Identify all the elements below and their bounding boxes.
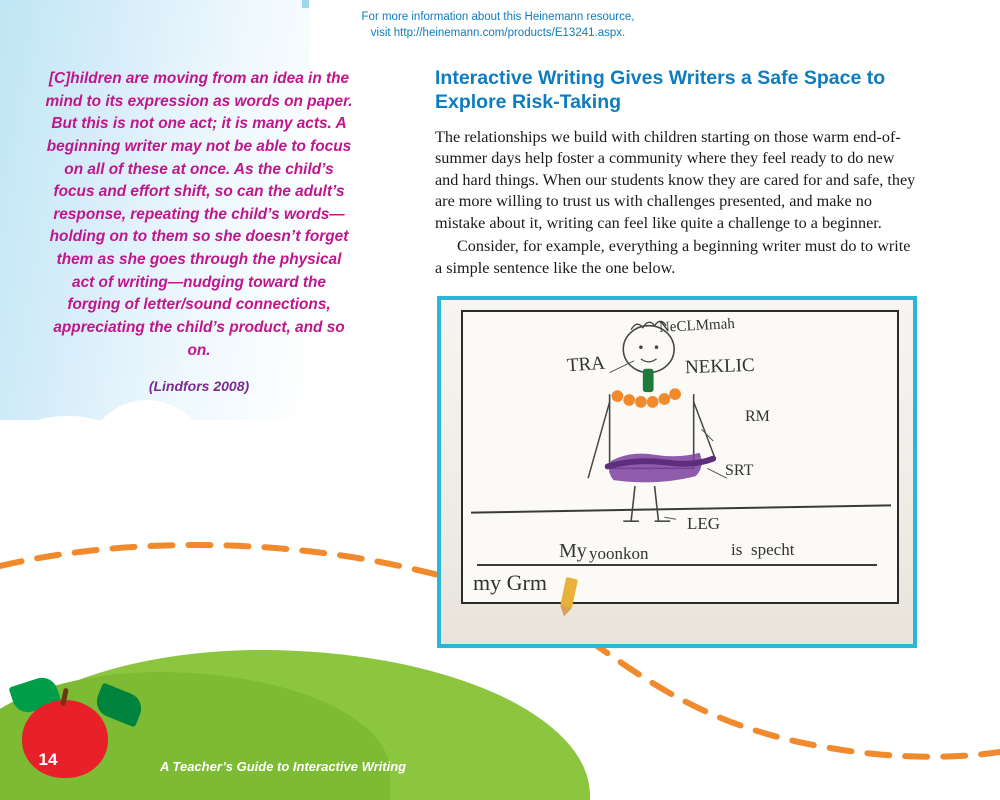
pull-quote-attribution: (Lindfors 2008) bbox=[148, 378, 250, 395]
section-heading: Interactive Writing Gives Writers a Safe Space to Explore Risk-Taking bbox=[435, 67, 886, 114]
body-paragraph-2: Consider, for example, everything a beginning writer must do to write a simple sentence like the one below. bbox=[435, 237, 911, 278]
sentence-bottom-line: my Grm bbox=[473, 570, 547, 595]
label-srt: SRT bbox=[725, 462, 754, 479]
sentence-word-yoonkon: yoonkon bbox=[589, 544, 649, 563]
label-neklic: NEKLIC bbox=[684, 354, 755, 379]
pull-quote bbox=[44, 68, 354, 397]
sentence-word-my: My bbox=[559, 540, 587, 562]
label-neclmmah: NeCLMmah bbox=[658, 316, 736, 336]
child-drawing bbox=[463, 312, 897, 556]
label-leg: LEG bbox=[687, 514, 721, 533]
sentence-underline bbox=[477, 564, 877, 566]
page-number: 14 bbox=[38, 750, 58, 769]
resource-note-line1: For more information about this Heinemann resource, bbox=[361, 11, 635, 23]
sentence-word-specht: specht bbox=[751, 540, 795, 559]
decorative-top-bar bbox=[302, 0, 309, 8]
main-text-column bbox=[435, 66, 917, 280]
whiteboard bbox=[461, 310, 899, 604]
label-rm: RM bbox=[745, 408, 770, 425]
footer-book-title: A Teacher’s Guide to Interactive Writing bbox=[160, 759, 407, 774]
resource-note-line2: visit http://heinemann.com/products/E13241.aspx. bbox=[370, 26, 626, 39]
figure-photo bbox=[437, 296, 917, 648]
sentence-word-is: is bbox=[731, 540, 743, 559]
body-paragraph-1: The relationships we build with children starting on those warm end-of-summer days help foster a community where they feel ready to do new and hard things. When our students know they are cared for and safe, they are more willing to trust us with challenges presented, and make no mistake about it, writing can feel like quite a challenge to a beginner. bbox=[435, 127, 916, 232]
resource-note bbox=[328, 10, 668, 41]
label-tra: TRA bbox=[566, 352, 606, 377]
pull-quote-text: [C]hildren are moving from an idea in the mind to its expression as words on paper. But this is not one act; it is many acts. A beginning writer may not be able to focus on all of these at once. As the child’s focus and effort shift, so can the adult’s response, repeating the child’s words—holding on to them so she doesn’t forget them as she goes through the physical act of writing—nudging toward the forging of letter/sound connections, appreciating the child’s product, and so on. bbox=[45, 70, 353, 359]
